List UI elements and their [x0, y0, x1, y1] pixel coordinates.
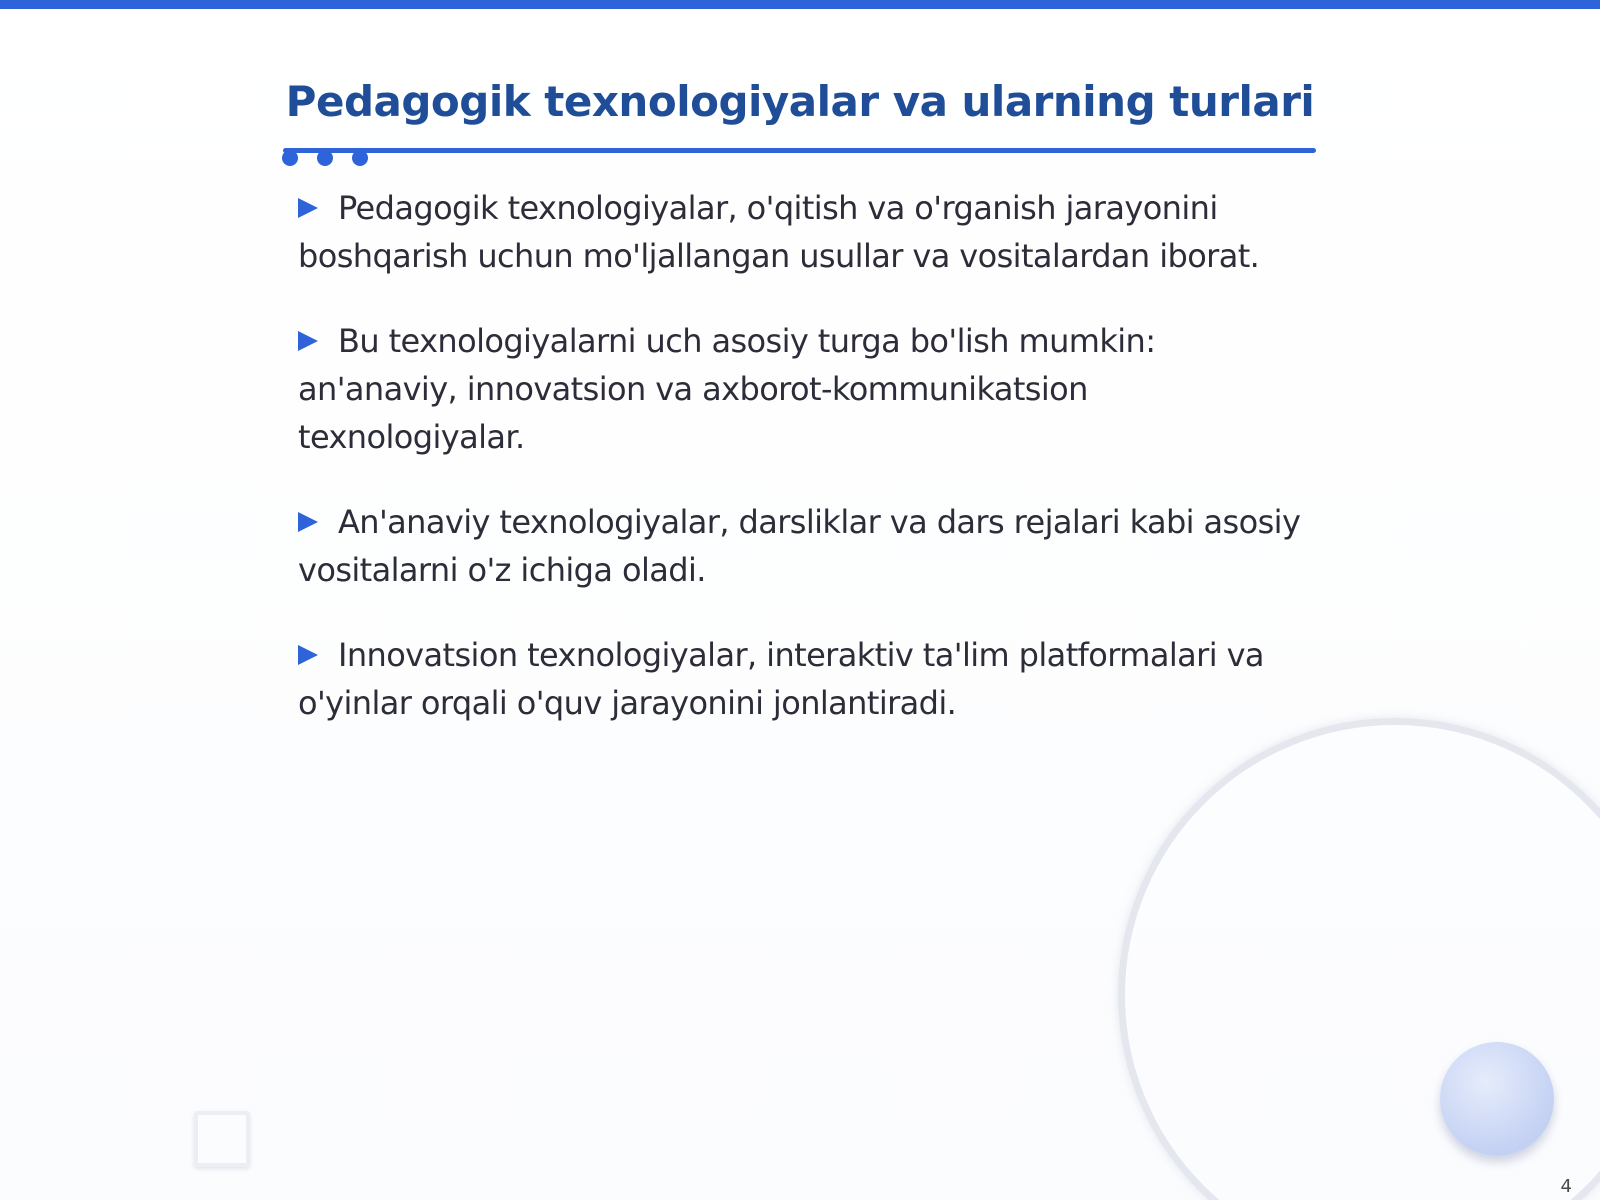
bullet-item — [298, 498, 1318, 594]
bullet-item — [298, 317, 1318, 461]
underline-dot — [352, 150, 368, 166]
slide-title: Pedagogik texnologiyalar va ularning turlari — [285, 77, 1315, 126]
bullet-item — [298, 184, 1318, 280]
triangle-right-icon — [298, 331, 318, 351]
bullet-list — [298, 184, 1318, 764]
bullet-text: Bu texnologiyalarni uch asosiy turga bo'lish mumkin: an'anaviy, innovatsion va axborot-kommunikatsion texnologiyalar. — [298, 322, 1156, 456]
underline-dot — [282, 150, 298, 166]
decorative-disc — [1440, 1042, 1554, 1156]
triangle-right-icon — [298, 512, 318, 532]
underline-dot — [317, 150, 333, 166]
page-number: 4 — [1560, 1176, 1572, 1197]
triangle-right-icon — [298, 645, 318, 665]
bullet-text: Innovatsion texnologiyalar, interaktiv ta'lim platformalari va o'yinlar orqali o'quv jarayonini jonlantiradi. — [298, 636, 1264, 722]
title-underline — [283, 148, 1316, 153]
top-accent-bar — [0, 0, 1600, 9]
decorative-square — [194, 1111, 250, 1167]
triangle-right-icon — [298, 198, 318, 218]
bullet-text: Pedagogik texnologiyalar, o'qitish va o'rganish jarayonini boshqarish uchun mo'ljallangan usullar va vositalardan iborat. — [298, 189, 1260, 275]
bullet-text: An'anaviy texnologiyalar, darsliklar va dars rejalari kabi asosiy vositalarni o'z ichiga oladi. — [298, 503, 1301, 589]
bullet-item — [298, 631, 1318, 727]
